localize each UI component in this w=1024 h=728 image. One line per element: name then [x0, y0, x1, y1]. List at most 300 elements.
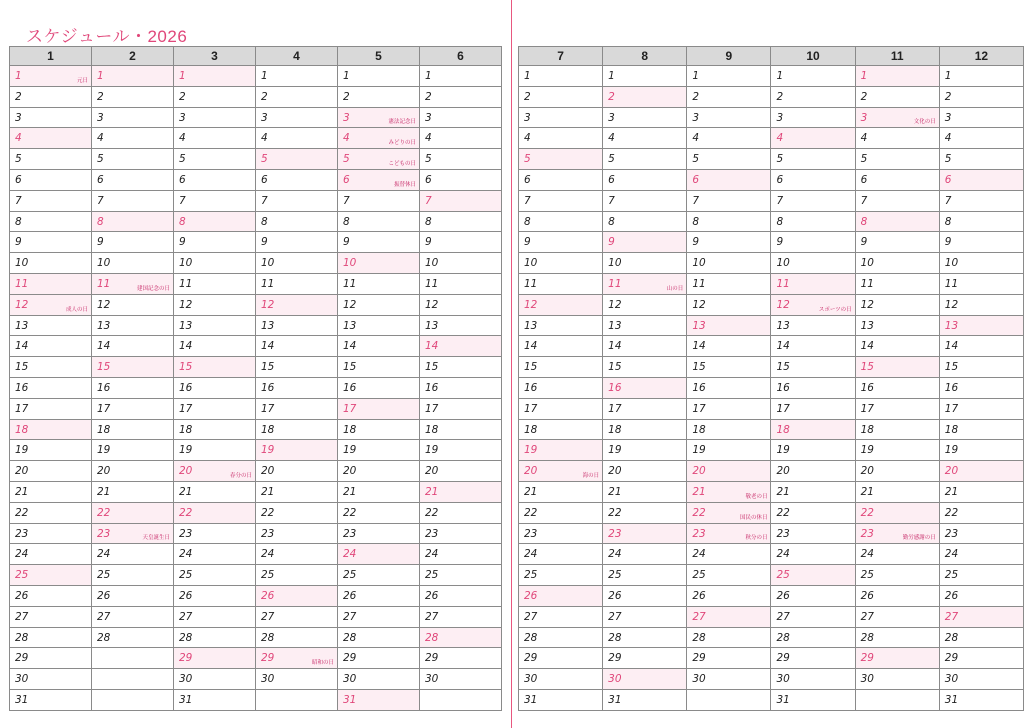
day-cell[interactable]	[519, 523, 603, 544]
day-cell[interactable]	[939, 357, 1023, 378]
day-cell[interactable]	[10, 336, 92, 357]
day-cell[interactable]	[771, 211, 855, 232]
day-cell[interactable]	[338, 128, 420, 149]
day-cell[interactable]	[687, 169, 771, 190]
day-cell[interactable]	[10, 190, 92, 211]
day-cell[interactable]	[855, 66, 939, 87]
day-cell[interactable]	[338, 253, 420, 274]
day-cell[interactable]	[855, 440, 939, 461]
day-cell[interactable]	[92, 315, 174, 336]
day-cell[interactable]	[603, 523, 687, 544]
day-cell[interactable]	[174, 627, 256, 648]
day-cell[interactable]	[174, 523, 256, 544]
day-cell[interactable]	[10, 481, 92, 502]
day-cell[interactable]	[771, 585, 855, 606]
day-cell[interactable]	[939, 585, 1023, 606]
day-cell[interactable]	[519, 107, 603, 128]
day-cell[interactable]	[10, 253, 92, 274]
day-cell[interactable]	[771, 544, 855, 565]
day-cell[interactable]	[687, 419, 771, 440]
day-cell[interactable]	[174, 294, 256, 315]
day-cell[interactable]	[939, 211, 1023, 232]
day-cell[interactable]	[10, 689, 92, 710]
day-cell[interactable]	[174, 419, 256, 440]
day-cell[interactable]	[687, 336, 771, 357]
day-cell[interactable]	[855, 398, 939, 419]
day-cell[interactable]	[92, 211, 174, 232]
day-cell[interactable]	[603, 440, 687, 461]
day-cell[interactable]	[420, 315, 502, 336]
day-cell[interactable]	[855, 107, 939, 128]
day-cell[interactable]	[687, 86, 771, 107]
day-cell[interactable]	[603, 419, 687, 440]
day-cell[interactable]	[420, 169, 502, 190]
day-cell[interactable]	[687, 606, 771, 627]
day-cell[interactable]	[771, 315, 855, 336]
day-cell[interactable]	[10, 149, 92, 170]
day-cell[interactable]	[420, 565, 502, 586]
day-cell[interactable]	[420, 585, 502, 606]
day-cell[interactable]	[603, 315, 687, 336]
day-cell[interactable]	[10, 627, 92, 648]
day-cell[interactable]	[338, 169, 420, 190]
day-cell[interactable]	[420, 523, 502, 544]
day-cell[interactable]	[855, 211, 939, 232]
day-cell[interactable]	[10, 440, 92, 461]
day-cell[interactable]	[256, 190, 338, 211]
day-cell[interactable]	[338, 461, 420, 482]
day-cell[interactable]	[687, 66, 771, 87]
day-cell[interactable]	[519, 211, 603, 232]
day-cell[interactable]	[687, 357, 771, 378]
day-cell[interactable]	[10, 419, 92, 440]
day-cell[interactable]	[10, 669, 92, 690]
day-cell[interactable]	[687, 107, 771, 128]
day-cell[interactable]	[519, 190, 603, 211]
day-cell[interactable]	[939, 190, 1023, 211]
day-cell[interactable]	[771, 689, 855, 710]
day-cell[interactable]	[603, 336, 687, 357]
day-cell[interactable]	[771, 440, 855, 461]
day-cell[interactable]	[855, 315, 939, 336]
day-cell[interactable]	[256, 606, 338, 627]
day-cell[interactable]	[855, 149, 939, 170]
day-cell[interactable]	[939, 377, 1023, 398]
day-cell[interactable]	[338, 377, 420, 398]
day-cell[interactable]	[939, 461, 1023, 482]
day-cell[interactable]	[603, 585, 687, 606]
day-cell[interactable]	[256, 419, 338, 440]
day-cell[interactable]	[519, 648, 603, 669]
day-cell[interactable]	[10, 107, 92, 128]
day-cell[interactable]	[687, 544, 771, 565]
day-cell[interactable]	[519, 440, 603, 461]
day-cell[interactable]	[338, 565, 420, 586]
day-cell[interactable]	[519, 565, 603, 586]
day-cell[interactable]	[256, 232, 338, 253]
day-cell[interactable]	[939, 502, 1023, 523]
day-cell[interactable]	[687, 627, 771, 648]
day-cell[interactable]	[687, 253, 771, 274]
day-cell[interactable]	[256, 461, 338, 482]
day-cell[interactable]	[10, 273, 92, 294]
day-cell[interactable]	[771, 565, 855, 586]
day-cell[interactable]	[338, 544, 420, 565]
day-cell[interactable]	[771, 66, 855, 87]
day-cell[interactable]	[10, 211, 92, 232]
day-cell[interactable]	[939, 315, 1023, 336]
day-cell[interactable]	[92, 502, 174, 523]
day-cell[interactable]	[174, 565, 256, 586]
day-cell[interactable]	[519, 66, 603, 87]
day-cell[interactable]	[519, 273, 603, 294]
day-cell[interactable]	[855, 273, 939, 294]
day-cell[interactable]	[939, 481, 1023, 502]
day-cell[interactable]	[603, 502, 687, 523]
day-cell[interactable]	[939, 336, 1023, 357]
day-cell[interactable]	[603, 169, 687, 190]
day-cell[interactable]	[338, 211, 420, 232]
day-cell[interactable]	[519, 232, 603, 253]
day-cell[interactable]	[92, 149, 174, 170]
day-cell[interactable]	[256, 86, 338, 107]
day-cell[interactable]	[603, 481, 687, 502]
day-cell[interactable]	[687, 377, 771, 398]
day-cell[interactable]	[174, 86, 256, 107]
day-cell[interactable]	[92, 86, 174, 107]
day-cell[interactable]	[939, 689, 1023, 710]
day-cell[interactable]	[10, 66, 92, 87]
day-cell[interactable]	[338, 606, 420, 627]
day-cell[interactable]	[519, 315, 603, 336]
day-cell[interactable]	[603, 461, 687, 482]
day-cell[interactable]	[256, 523, 338, 544]
day-cell[interactable]	[771, 169, 855, 190]
day-cell[interactable]	[939, 544, 1023, 565]
day-cell[interactable]	[256, 440, 338, 461]
day-cell[interactable]	[687, 502, 771, 523]
day-cell[interactable]	[519, 481, 603, 502]
day-cell[interactable]	[420, 440, 502, 461]
day-cell[interactable]	[420, 211, 502, 232]
day-cell[interactable]	[420, 669, 502, 690]
day-cell[interactable]	[338, 585, 420, 606]
day-cell[interactable]	[92, 336, 174, 357]
day-cell[interactable]	[338, 315, 420, 336]
day-cell[interactable]	[92, 523, 174, 544]
day-cell[interactable]	[420, 398, 502, 419]
day-cell[interactable]	[519, 377, 603, 398]
day-cell[interactable]	[687, 315, 771, 336]
day-cell[interactable]	[687, 440, 771, 461]
day-cell[interactable]	[338, 398, 420, 419]
day-cell[interactable]	[92, 190, 174, 211]
day-cell[interactable]	[519, 253, 603, 274]
day-cell[interactable]	[174, 128, 256, 149]
day-cell[interactable]	[420, 273, 502, 294]
day-cell[interactable]	[771, 669, 855, 690]
day-cell[interactable]	[519, 461, 603, 482]
day-cell[interactable]	[10, 398, 92, 419]
day-cell[interactable]	[603, 357, 687, 378]
day-cell[interactable]	[771, 461, 855, 482]
day-cell[interactable]	[420, 544, 502, 565]
day-cell[interactable]	[519, 419, 603, 440]
day-cell[interactable]	[771, 481, 855, 502]
day-cell[interactable]	[519, 149, 603, 170]
day-cell[interactable]	[687, 273, 771, 294]
day-cell[interactable]	[519, 336, 603, 357]
day-cell[interactable]	[687, 648, 771, 669]
day-cell[interactable]	[687, 211, 771, 232]
day-cell[interactable]	[771, 357, 855, 378]
day-cell[interactable]	[771, 648, 855, 669]
day-cell[interactable]	[10, 232, 92, 253]
day-cell[interactable]	[939, 440, 1023, 461]
day-cell[interactable]	[92, 544, 174, 565]
day-cell[interactable]	[687, 523, 771, 544]
day-cell[interactable]	[855, 481, 939, 502]
day-cell[interactable]	[174, 502, 256, 523]
day-cell[interactable]	[771, 523, 855, 544]
day-cell[interactable]	[338, 648, 420, 669]
day-cell[interactable]	[338, 336, 420, 357]
day-cell[interactable]	[855, 86, 939, 107]
day-cell[interactable]	[771, 419, 855, 440]
day-cell[interactable]	[256, 481, 338, 502]
day-cell[interactable]	[92, 294, 174, 315]
day-cell[interactable]	[338, 523, 420, 544]
day-cell[interactable]	[10, 606, 92, 627]
day-cell[interactable]	[855, 461, 939, 482]
day-cell[interactable]	[10, 461, 92, 482]
day-cell[interactable]	[855, 169, 939, 190]
day-cell[interactable]	[174, 689, 256, 710]
day-cell[interactable]	[771, 190, 855, 211]
day-cell[interactable]	[855, 565, 939, 586]
day-cell[interactable]	[603, 66, 687, 87]
day-cell[interactable]	[338, 502, 420, 523]
day-cell[interactable]	[771, 294, 855, 315]
day-cell[interactable]	[420, 190, 502, 211]
day-cell[interactable]	[687, 232, 771, 253]
day-cell[interactable]	[174, 315, 256, 336]
day-cell[interactable]	[855, 336, 939, 357]
day-cell[interactable]	[420, 149, 502, 170]
day-cell[interactable]	[338, 107, 420, 128]
day-cell[interactable]	[603, 377, 687, 398]
day-cell[interactable]	[855, 502, 939, 523]
day-cell[interactable]	[771, 336, 855, 357]
day-cell[interactable]	[338, 190, 420, 211]
day-cell[interactable]	[10, 565, 92, 586]
day-cell[interactable]	[256, 315, 338, 336]
day-cell[interactable]	[771, 107, 855, 128]
day-cell[interactable]	[338, 86, 420, 107]
day-cell[interactable]	[174, 190, 256, 211]
day-cell[interactable]	[256, 211, 338, 232]
day-cell[interactable]	[92, 440, 174, 461]
day-cell[interactable]	[174, 169, 256, 190]
day-cell[interactable]	[338, 357, 420, 378]
day-cell[interactable]	[687, 565, 771, 586]
day-cell[interactable]	[939, 86, 1023, 107]
day-cell[interactable]	[10, 86, 92, 107]
day-cell[interactable]	[519, 627, 603, 648]
day-cell[interactable]	[92, 585, 174, 606]
day-cell[interactable]	[603, 232, 687, 253]
day-cell[interactable]	[687, 461, 771, 482]
day-cell[interactable]	[92, 419, 174, 440]
day-cell[interactable]	[256, 502, 338, 523]
day-cell[interactable]	[771, 128, 855, 149]
day-cell[interactable]	[92, 481, 174, 502]
day-cell[interactable]	[519, 169, 603, 190]
day-cell[interactable]	[174, 481, 256, 502]
day-cell[interactable]	[174, 211, 256, 232]
day-cell[interactable]	[939, 66, 1023, 87]
day-cell[interactable]	[603, 544, 687, 565]
day-cell[interactable]	[338, 440, 420, 461]
day-cell[interactable]	[603, 86, 687, 107]
day-cell[interactable]	[338, 627, 420, 648]
day-cell[interactable]	[420, 461, 502, 482]
day-cell[interactable]	[174, 149, 256, 170]
day-cell[interactable]	[92, 377, 174, 398]
day-cell[interactable]	[338, 669, 420, 690]
day-cell[interactable]	[687, 669, 771, 690]
day-cell[interactable]	[10, 544, 92, 565]
day-cell[interactable]	[420, 357, 502, 378]
day-cell[interactable]	[939, 565, 1023, 586]
day-cell[interactable]	[10, 128, 92, 149]
day-cell[interactable]	[338, 232, 420, 253]
day-cell[interactable]	[92, 66, 174, 87]
day-cell[interactable]	[92, 357, 174, 378]
day-cell[interactable]	[10, 315, 92, 336]
day-cell[interactable]	[603, 149, 687, 170]
day-cell[interactable]	[855, 669, 939, 690]
day-cell[interactable]	[256, 66, 338, 87]
day-cell[interactable]	[603, 627, 687, 648]
day-cell[interactable]	[92, 461, 174, 482]
day-cell[interactable]	[939, 419, 1023, 440]
day-cell[interactable]	[939, 648, 1023, 669]
day-cell[interactable]	[939, 273, 1023, 294]
day-cell[interactable]	[603, 606, 687, 627]
day-cell[interactable]	[687, 190, 771, 211]
day-cell[interactable]	[771, 232, 855, 253]
day-cell[interactable]	[855, 377, 939, 398]
day-cell[interactable]	[256, 648, 338, 669]
day-cell[interactable]	[939, 107, 1023, 128]
day-cell[interactable]	[420, 86, 502, 107]
day-cell[interactable]	[256, 294, 338, 315]
day-cell[interactable]	[10, 502, 92, 523]
day-cell[interactable]	[939, 149, 1023, 170]
day-cell[interactable]	[855, 128, 939, 149]
day-cell[interactable]	[92, 107, 174, 128]
day-cell[interactable]	[603, 211, 687, 232]
day-cell[interactable]	[256, 357, 338, 378]
day-cell[interactable]	[939, 398, 1023, 419]
day-cell[interactable]	[687, 294, 771, 315]
day-cell[interactable]	[939, 523, 1023, 544]
day-cell[interactable]	[338, 66, 420, 87]
day-cell[interactable]	[256, 169, 338, 190]
day-cell[interactable]	[174, 336, 256, 357]
day-cell[interactable]	[420, 253, 502, 274]
day-cell[interactable]	[603, 398, 687, 419]
day-cell[interactable]	[855, 544, 939, 565]
day-cell[interactable]	[687, 128, 771, 149]
day-cell[interactable]	[855, 606, 939, 627]
day-cell[interactable]	[603, 128, 687, 149]
day-cell[interactable]	[939, 232, 1023, 253]
day-cell[interactable]	[256, 253, 338, 274]
day-cell[interactable]	[855, 523, 939, 544]
day-cell[interactable]	[338, 689, 420, 710]
day-cell[interactable]	[603, 689, 687, 710]
day-cell[interactable]	[174, 273, 256, 294]
day-cell[interactable]	[420, 502, 502, 523]
day-cell[interactable]	[855, 190, 939, 211]
day-cell[interactable]	[855, 357, 939, 378]
day-cell[interactable]	[603, 294, 687, 315]
day-cell[interactable]	[256, 149, 338, 170]
day-cell[interactable]	[92, 232, 174, 253]
day-cell[interactable]	[338, 419, 420, 440]
day-cell[interactable]	[10, 169, 92, 190]
day-cell[interactable]	[420, 66, 502, 87]
day-cell[interactable]	[771, 606, 855, 627]
day-cell[interactable]	[687, 149, 771, 170]
day-cell[interactable]	[855, 648, 939, 669]
day-cell[interactable]	[771, 149, 855, 170]
day-cell[interactable]	[519, 398, 603, 419]
day-cell[interactable]	[939, 669, 1023, 690]
day-cell[interactable]	[420, 606, 502, 627]
day-cell[interactable]	[256, 377, 338, 398]
day-cell[interactable]	[174, 606, 256, 627]
day-cell[interactable]	[603, 107, 687, 128]
day-cell[interactable]	[420, 232, 502, 253]
day-cell[interactable]	[10, 585, 92, 606]
day-cell[interactable]	[771, 398, 855, 419]
day-cell[interactable]	[603, 669, 687, 690]
day-cell[interactable]	[771, 502, 855, 523]
day-cell[interactable]	[855, 253, 939, 274]
day-cell[interactable]	[256, 627, 338, 648]
day-cell[interactable]	[10, 648, 92, 669]
day-cell[interactable]	[256, 669, 338, 690]
day-cell[interactable]	[10, 294, 92, 315]
day-cell[interactable]	[519, 689, 603, 710]
day-cell[interactable]	[92, 273, 174, 294]
day-cell[interactable]	[939, 253, 1023, 274]
day-cell[interactable]	[771, 377, 855, 398]
day-cell[interactable]	[174, 66, 256, 87]
day-cell[interactable]	[771, 627, 855, 648]
day-cell[interactable]	[92, 627, 174, 648]
day-cell[interactable]	[174, 107, 256, 128]
day-cell[interactable]	[92, 398, 174, 419]
day-cell[interactable]	[174, 377, 256, 398]
day-cell[interactable]	[519, 502, 603, 523]
day-cell[interactable]	[519, 294, 603, 315]
day-cell[interactable]	[420, 648, 502, 669]
day-cell[interactable]	[939, 169, 1023, 190]
